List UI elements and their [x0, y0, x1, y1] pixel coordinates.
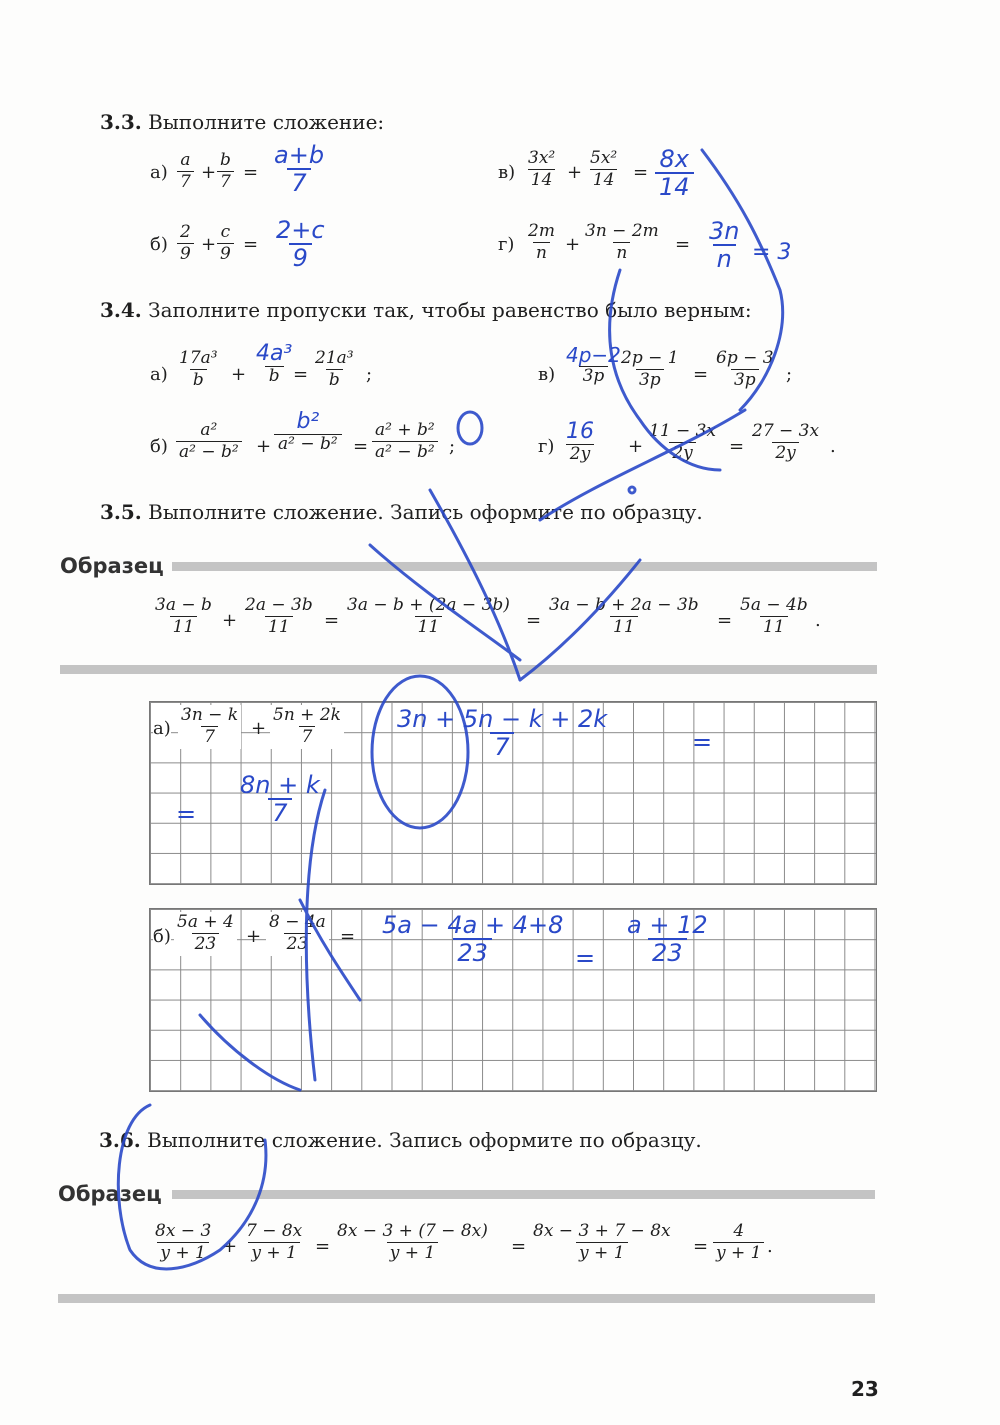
- semicolon: ;: [366, 364, 373, 385]
- task-3-4-g-label: г): [538, 436, 555, 457]
- fraction: $\frac{5n + 2k}{7}$: [270, 705, 344, 749]
- equals-sign: =: [315, 1236, 331, 1257]
- handwritten-answer: $\frac{3n}{n}$: [709, 217, 740, 274]
- task-3-4-a-label: а): [150, 364, 168, 385]
- page-number: 23: [851, 1377, 879, 1401]
- equals-sign: =: [526, 610, 542, 631]
- task-3-3-b-label: б): [150, 234, 168, 255]
- fraction: $\frac{6p - 3}{3p}$: [716, 348, 774, 391]
- period: .: [815, 610, 821, 631]
- fraction: $\frac{2m}{n}$: [528, 221, 555, 264]
- equals-sign: =: [243, 162, 259, 183]
- handwritten-fill: $\frac{4p-2}{3p}$: [566, 343, 621, 386]
- equals-sign: =: [729, 436, 745, 457]
- handwritten-solution: $\frac{8n + k}{7}$: [240, 771, 320, 828]
- fraction: $\frac{27 - 3x}{2y}$: [752, 421, 820, 464]
- handwritten-equals: =: [176, 800, 197, 828]
- handwritten-solution: $\frac{a + 12}{23}$: [627, 911, 708, 968]
- plus-sign: +: [246, 926, 262, 947]
- plus-sign: +: [251, 718, 267, 739]
- equals-sign: =: [633, 162, 649, 183]
- task-3-3-g-label: г): [498, 234, 515, 255]
- fraction: $\frac{5a + 4}{23}$: [174, 912, 237, 956]
- plus-sign: +: [567, 162, 583, 183]
- task-3-3-v-label: в): [498, 162, 516, 183]
- handwritten-solution: $\frac{5a - 4a + 4+8}{23}$: [382, 911, 564, 968]
- sample-fraction: $\frac{8x - 3}{y + 1}$: [155, 1221, 212, 1264]
- equals-sign: =: [243, 234, 259, 255]
- fraction: $\frac{\text{a² + b²}}{\text{a² − b²}}$: [372, 420, 438, 464]
- sample-fraction: $\frac{4}{y + 1}$: [713, 1221, 764, 1265]
- fraction: $\frac{2p - 1}{3p}$: [621, 348, 679, 391]
- equals-sign: =: [717, 610, 733, 631]
- equals-sign: =: [340, 926, 356, 947]
- handwritten-solution: $\frac{3n + 5n - k + 2k}{7}$: [397, 705, 608, 762]
- period: .: [767, 1236, 773, 1257]
- task-3-3-a-label: а): [150, 162, 168, 183]
- sample-fraction: $\frac{3a - b + (2a - 3b)}{11}$: [347, 595, 510, 638]
- fraction: $\frac{b}{7}$: [217, 150, 234, 194]
- equals-sign: =: [693, 364, 709, 385]
- equals-sign: =: [353, 436, 369, 457]
- equals-sign: =: [675, 234, 691, 255]
- handwritten-fill: 4a³ b: [256, 341, 293, 387]
- handwritten-answer: $\frac{a+b}{7}$: [274, 141, 325, 198]
- semicolon: ;: [786, 364, 793, 385]
- task-3-4-b-label: б): [150, 436, 168, 457]
- plus-sign: +: [628, 436, 644, 457]
- fraction: $\frac{8 - 4a}{23}$: [266, 912, 329, 956]
- sample-heading: Образец: [58, 1182, 162, 1206]
- fraction: $\frac{\text{3x²}}{14}$: [528, 148, 556, 191]
- handwritten-answer: $\frac{2+c}{9}$: [276, 216, 325, 273]
- plus-sign: +: [222, 1236, 238, 1257]
- fraction: $\frac{\text{17a³}}{b}$: [179, 348, 218, 391]
- equals-sign: =: [324, 610, 340, 631]
- sample-fraction: $\frac{3a - b}{11}$: [155, 595, 212, 638]
- fraction: $\frac{\text{5x²}}{14}$: [590, 148, 618, 191]
- task-3-4-v-label: в): [538, 364, 556, 385]
- task-3-6-title: 3.6. Выполните сложение. Запись оформите по образцу.: [99, 1128, 702, 1152]
- task-3-5-title: 3.5. Выполните сложение. Запись оформите по образцу.: [100, 500, 703, 524]
- period: .: [830, 436, 836, 457]
- fraction: $\frac{c}{9}$: [217, 222, 234, 266]
- handwritten-fill: 16 2y: [566, 419, 594, 465]
- sample-fraction: $\frac{7 - 8x}{y + 1}$: [246, 1221, 303, 1264]
- handwritten-answer: $\frac{8x}{14}$: [655, 146, 694, 201]
- handwritten-result: = 3: [752, 240, 792, 265]
- sample-fraction: $\frac{3a - b + 2a - 3b}{11}$: [549, 595, 699, 638]
- semicolon: ;: [449, 436, 456, 457]
- task-3-5-a-label: а): [153, 718, 171, 739]
- plus-sign: +: [201, 162, 217, 183]
- handwritten-fill: b² a² − b²: [274, 410, 342, 454]
- plus-sign: +: [201, 234, 217, 255]
- sample-fraction: $\frac{8x - 3 + (7 - 8x)}{y + 1}$: [337, 1221, 488, 1264]
- fraction: $\frac{3n - k}{7}$: [178, 705, 241, 749]
- fraction: $\frac{11 - 3x}{2y}$: [649, 421, 717, 464]
- equals-sign: =: [511, 1236, 527, 1257]
- equals-sign: =: [293, 364, 309, 385]
- plus-sign: +: [222, 610, 238, 631]
- plus-sign: +: [565, 234, 581, 255]
- sample-fraction: $\frac{5a - 4b}{11}$: [740, 595, 808, 638]
- fraction: $\frac{2}{9}$: [177, 222, 194, 266]
- task-3-3-title: 3.3. Выполните сложение:: [100, 110, 385, 134]
- equals-sign: =: [693, 1236, 709, 1257]
- handwritten-equals: =: [575, 944, 596, 972]
- fraction: $\frac{a}{7}$: [177, 150, 194, 194]
- plus-sign: +: [231, 364, 247, 385]
- task-3-5-b-label: б): [153, 926, 171, 947]
- fraction: $\frac{\text{21a³}}{b}$: [315, 348, 354, 391]
- sample-fraction: $\frac{8x - 3 + 7 - 8x}{y + 1}$: [533, 1221, 671, 1264]
- fraction: $\frac{\text{a²}}{\text{a² − b²}}$: [176, 420, 242, 464]
- task-3-4-title: 3.4. Заполните пропуски так, чтобы равенство было верным:: [100, 298, 752, 322]
- plus-sign: +: [256, 436, 272, 457]
- handwritten-equals: =: [692, 728, 713, 756]
- fraction: $\frac{3n - 2m}{n}$: [585, 221, 659, 264]
- sample-heading: Образец: [60, 554, 164, 578]
- sample-fraction: $\frac{2a - 3b}{11}$: [245, 595, 313, 638]
